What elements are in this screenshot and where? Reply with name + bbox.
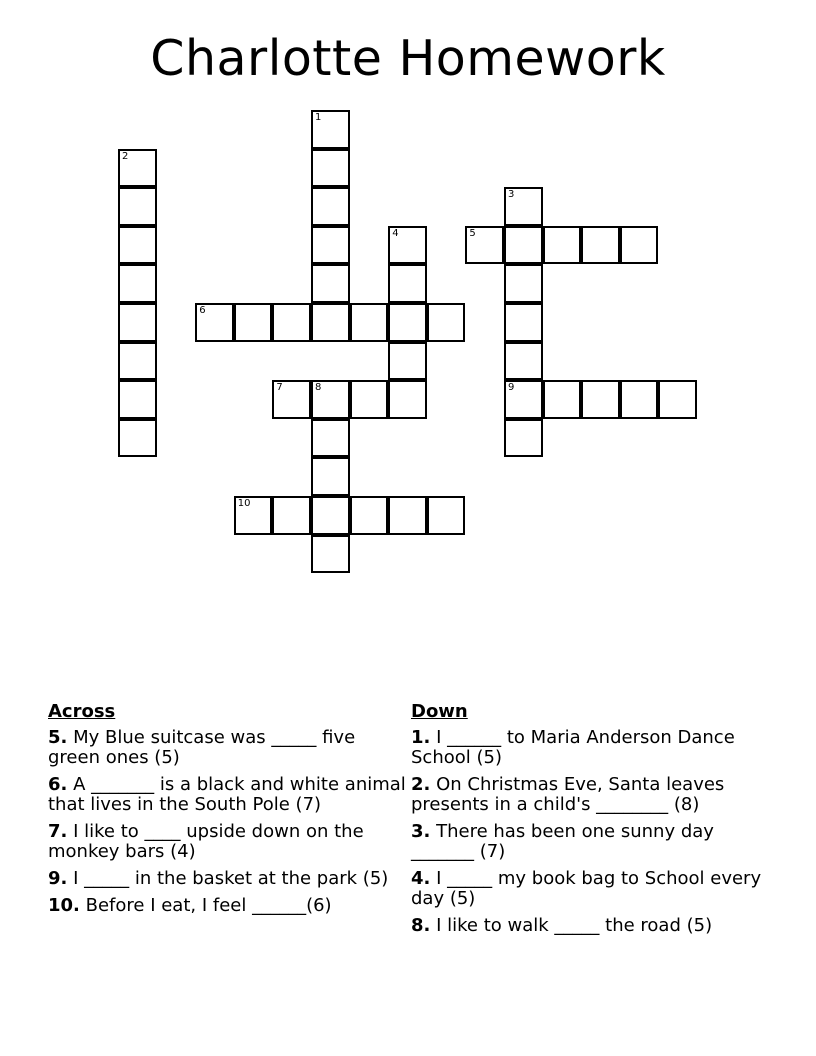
grid-cell[interactable] (350, 303, 389, 342)
grid-cell[interactable] (504, 264, 543, 303)
grid-cell[interactable] (272, 303, 311, 342)
cell-number: 8 (315, 382, 322, 394)
grid-cell[interactable] (118, 303, 157, 342)
grid-cell[interactable] (543, 226, 582, 265)
grid-cell[interactable] (388, 380, 427, 419)
grid-cell[interactable] (311, 419, 350, 458)
clue-down-3: 3. There has been one sunny day _______ (7) (411, 821, 714, 862)
cell-number: 9 (508, 382, 515, 394)
clue-down-8: 8. I like to walk _____ the road (5) (411, 915, 713, 936)
across-heading: Across (48, 701, 116, 722)
cell-number: 5 (469, 227, 476, 239)
clue-across-9: 9. I _____ in the basket at the park (5) (48, 868, 389, 889)
clue-down-2: 2. On Christmas Eve, Santa leaves presents in a child's ________ (8) (411, 774, 725, 815)
clue-across-10: 10. Before I eat, I feel ______(6) (48, 895, 332, 916)
grid-cell[interactable] (118, 342, 157, 381)
grid-cell[interactable] (504, 342, 543, 381)
grid-cell[interactable] (311, 226, 350, 265)
grid-cell[interactable] (581, 380, 620, 419)
cell-number: 4 (392, 227, 399, 239)
grid-cell[interactable] (311, 149, 350, 188)
cell-number: 1 (315, 112, 322, 123)
grid-cell[interactable] (504, 303, 543, 342)
grid-cell[interactable] (504, 226, 543, 265)
clue-across-6: 6. A _______ is a black and white animal that lives in the South Pole (7) (48, 774, 406, 815)
grid-cell[interactable] (581, 226, 620, 265)
down-heading: Down (411, 701, 468, 722)
grid-cell[interactable] (195, 303, 234, 342)
grid-cell[interactable] (272, 496, 311, 535)
grid-cell[interactable] (311, 496, 350, 535)
grid-cell[interactable] (118, 226, 157, 265)
grid-cell[interactable] (311, 457, 350, 496)
grid-cell[interactable] (427, 303, 466, 342)
cell-number: 3 (508, 189, 515, 201)
grid-cell[interactable] (620, 226, 659, 265)
grid-cell[interactable] (311, 264, 350, 303)
grid-cell[interactable] (388, 226, 427, 265)
across-clues (48, 702, 408, 923)
grid-cell[interactable] (465, 226, 504, 265)
grid-cell[interactable] (311, 535, 350, 574)
cell-number: 2 (122, 150, 129, 162)
grid-cell[interactable] (311, 187, 350, 226)
grid-cell[interactable] (388, 303, 427, 342)
cell-number: 10 (237, 498, 251, 509)
grid-cell[interactable] (504, 187, 543, 226)
grid-cell[interactable] (350, 380, 389, 419)
grid-cell[interactable] (388, 264, 427, 303)
grid-cell[interactable] (311, 380, 350, 419)
grid-cell[interactable] (620, 380, 659, 419)
grid-cell[interactable] (118, 419, 157, 458)
down-clues (411, 702, 771, 943)
grid-cell[interactable] (543, 380, 582, 419)
grid-cell[interactable] (388, 342, 427, 381)
cell-number: 6 (199, 305, 206, 316)
grid-cell[interactable] (311, 110, 350, 149)
grid-cell[interactable] (388, 496, 427, 535)
grid-cell[interactable] (350, 496, 389, 535)
clue-across-7: 7. I like to ____ upside down on the monkey bars (4) (48, 821, 364, 862)
page-title: Charlotte Homework (150, 30, 666, 87)
grid-cell[interactable] (272, 380, 311, 419)
grid-cell[interactable] (234, 303, 273, 342)
grid-cell[interactable] (427, 496, 466, 535)
grid-cell[interactable] (118, 149, 157, 188)
grid-cell[interactable] (658, 380, 697, 419)
grid-cell[interactable] (504, 380, 543, 419)
grid-cell[interactable] (118, 187, 157, 226)
cell-number: 7 (276, 382, 283, 394)
grid-cell[interactable] (118, 264, 157, 303)
grid-cell[interactable] (118, 380, 157, 419)
clue-down-4: 4. I _____ my book bag to School every day (5) (411, 868, 762, 909)
grid-cell[interactable] (234, 496, 273, 535)
clue-down-1: 1. I ______ to Maria Anderson Dance School (5) (411, 727, 735, 768)
clue-across-5: 5. My Blue suitcase was _____ five green ones (5) (48, 727, 356, 768)
grid-cell[interactable] (311, 303, 350, 342)
grid-cell[interactable] (504, 419, 543, 458)
